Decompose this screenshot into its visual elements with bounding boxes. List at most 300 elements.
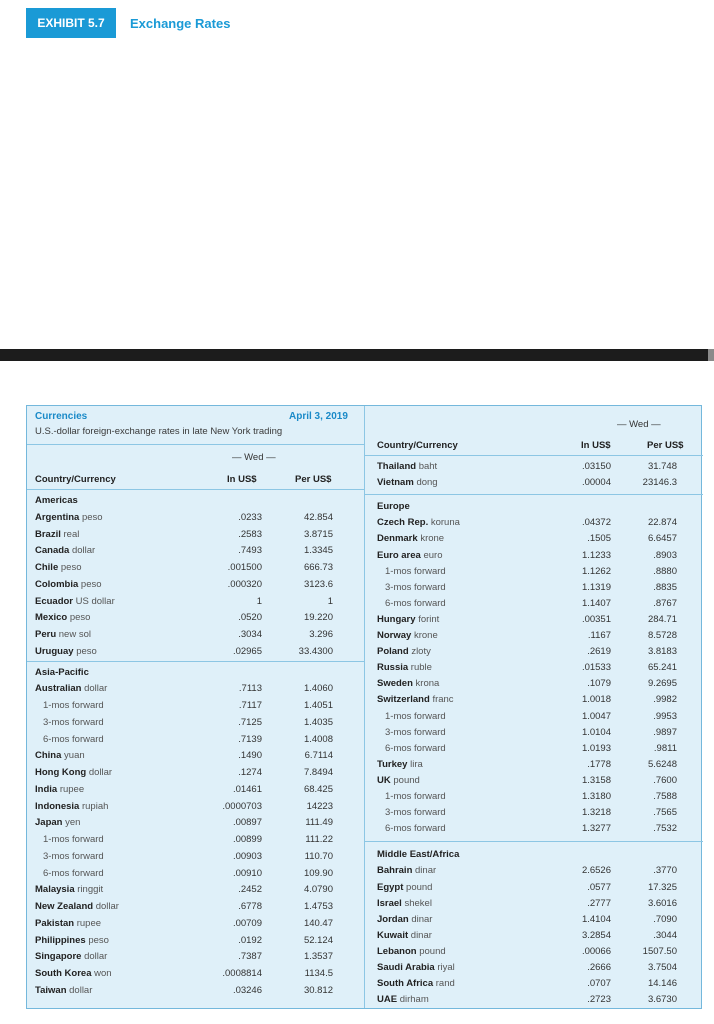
per-usd-value: 3.8183 (647, 646, 677, 658)
country-currency (377, 898, 432, 909)
per-usd-value: .8880 (653, 565, 677, 577)
per-usd-value: 1134.5 (304, 968, 333, 979)
country-name: Brazil (35, 528, 61, 540)
per-usd-value: 7.8494 (303, 767, 333, 778)
country-name: Switzerland (377, 694, 430, 706)
currency-name: krone (420, 533, 445, 545)
in-usd-value: .2777 (587, 897, 611, 909)
country-name: Malaysia (35, 884, 75, 896)
currency-name: yuan (64, 750, 85, 762)
currency-name: peso (60, 562, 82, 573)
currency-name: dirham (399, 994, 429, 1006)
currency-name: krona (415, 678, 440, 690)
country-currency (35, 646, 97, 657)
column-separator (364, 406, 365, 1008)
currency-name: forint (418, 613, 440, 625)
in-usd-value: 1 (256, 595, 262, 607)
wed-label-right: — Wed — (617, 419, 661, 430)
country-name: Bahrain (377, 865, 413, 877)
in-usd-value: .00910 (232, 867, 262, 879)
country-currency (35, 784, 84, 795)
per-usd-value: 109.90 (303, 867, 333, 879)
country-name: Vietnam (377, 477, 414, 489)
table-subtitle: U.S.-dollar foreign-exchange rates in late New York trading (35, 426, 283, 437)
in-usd-value: .7387 (238, 951, 262, 963)
currency-name: dollar (88, 767, 113, 778)
country-name: Denmark (377, 533, 418, 545)
in-usd-value: .0233 (238, 511, 262, 523)
per-usd-value: 284.71 (647, 613, 677, 625)
currency-name: franc (432, 694, 454, 706)
country-currency (377, 946, 446, 957)
country-name: Hong Kong (35, 767, 87, 778)
in-usd-value: .0707 (587, 978, 611, 990)
per-usd-value: .9953 (653, 710, 677, 722)
currency-name: dollar (95, 901, 119, 912)
region-rule (365, 494, 703, 495)
region-rule (27, 661, 364, 662)
currency-name: euro (423, 549, 443, 561)
per-usd-value: 42.854 (303, 511, 333, 523)
currency-name: dinar (410, 929, 432, 941)
in-usd-value: 1.3218 (581, 807, 611, 819)
country-name: Philippines (35, 934, 86, 946)
country-name: Lebanon (377, 945, 417, 957)
per-usd-value: .3044 (653, 929, 677, 941)
currency-name: rupee (76, 917, 102, 929)
currency-name: zloty (411, 646, 431, 658)
country-name: Singapore (35, 951, 82, 963)
region-heading: Americas (35, 495, 78, 506)
per-usd-value: 14223 (306, 800, 333, 812)
table-title: Currencies (35, 411, 88, 422)
currency-name: 6-mos forward (385, 823, 446, 835)
per-usd-value: .8903 (653, 549, 677, 561)
country-currency (43, 868, 104, 879)
country-currency (35, 596, 115, 607)
per-usd-value: .9982 (653, 694, 677, 706)
currency-name: 6-mos forward (385, 597, 446, 609)
in-usd-value: .0577 (587, 881, 611, 893)
in-usd-value: .00004 (581, 477, 611, 489)
in-usd-value: .7139 (238, 733, 262, 745)
country-name: Colombia (35, 578, 79, 590)
in-usd-value: 1.1319 (581, 581, 611, 593)
country-name: Indonesia (35, 800, 80, 812)
currency-name: dollar (84, 951, 108, 963)
in-usd-value: .03150 (581, 461, 611, 472)
in-usd-value: .001500 (227, 562, 262, 573)
per-usd-value: .7532 (653, 823, 677, 835)
country-currency (377, 994, 429, 1005)
country-currency (43, 851, 104, 862)
in-usd-value: 1.1407 (581, 597, 611, 609)
currency-name: 3-mos forward (385, 726, 446, 738)
country-name: Argentina (35, 511, 80, 523)
currency-name: dollar (71, 545, 96, 557)
country-name: China (35, 750, 62, 762)
country-currency (35, 629, 91, 640)
currency-name: 3-mos forward (43, 850, 104, 862)
country-currency (377, 865, 436, 876)
country-name: Pakistan (35, 917, 75, 929)
country-currency (385, 598, 446, 609)
per-usd-value: 8.5728 (647, 630, 677, 641)
country-name: Canada (35, 545, 70, 557)
country-name: Peru (35, 629, 57, 640)
in-usd-value: .00897 (232, 817, 262, 829)
country-currency (35, 512, 103, 523)
in-usd-value: 1.3180 (581, 791, 611, 802)
currency-name: ringgit (77, 884, 104, 896)
per-usd-value: 5.6248 (647, 758, 677, 770)
exhibit-label: EXHIBIT 5.7 (26, 8, 116, 38)
in-usd-value: .2583 (238, 528, 262, 540)
country-name: Ecuador (35, 595, 74, 607)
country-currency (377, 978, 455, 989)
country-currency (377, 630, 438, 641)
currency-name: real (63, 528, 80, 540)
country-name: Saudi Arabia (377, 962, 435, 973)
currency-name: peso (80, 578, 102, 590)
in-usd-value: .03246 (232, 984, 262, 996)
country-name: Jordan (377, 913, 409, 925)
in-usd-value: .0000703 (222, 800, 262, 812)
in-usd-value: .1079 (587, 678, 611, 690)
currency-name: ruble (410, 662, 432, 674)
per-usd-value: 22.874 (647, 517, 677, 529)
country-currency (377, 477, 438, 488)
in-usd-value: 1.1262 (581, 565, 611, 577)
in-usd-value: .2619 (587, 646, 611, 658)
per-usd-value: 3123.6 (303, 578, 333, 590)
currency-name: shekel (404, 897, 432, 909)
header-rule-left (27, 489, 364, 490)
country-currency (43, 734, 104, 745)
country-currency (377, 882, 432, 893)
per-usd-value: 140.47 (303, 917, 333, 929)
currency-name: 3-mos forward (385, 807, 446, 819)
divider-bar (0, 349, 714, 361)
in-usd-value: .0008814 (222, 968, 262, 979)
country-currency (377, 678, 439, 689)
currency-name: peso (76, 645, 97, 657)
per-usd-value: 65.241 (647, 662, 677, 674)
per-usd-value: 111.49 (305, 817, 333, 829)
in-usd-value: .01533 (581, 662, 611, 674)
in-usd-value: 1.0018 (581, 694, 611, 706)
region-heading: Asia-Pacific (35, 666, 89, 678)
per-usd-value: 666.73 (303, 562, 333, 573)
col-country-header-left: Country/Currency (35, 474, 116, 485)
country-currency (385, 823, 446, 834)
country-currency (35, 817, 80, 828)
country-currency (35, 884, 103, 895)
currency-name: rupee (59, 783, 85, 795)
header-rule-right (365, 455, 703, 456)
in-usd-value: .1167 (587, 630, 611, 641)
currency-name: riyal (437, 962, 455, 973)
in-usd-value: .04372 (581, 517, 611, 529)
currency-name: 1-mos forward (385, 565, 446, 577)
per-usd-value: 14.146 (647, 978, 677, 990)
in-usd-value: 1.3277 (581, 823, 611, 835)
divider-edge (708, 349, 714, 361)
currency-name: peso (69, 612, 91, 624)
country-name: Kuwait (377, 929, 409, 941)
per-usd-value: 31.748 (647, 461, 677, 472)
currency-name: dinar (411, 913, 433, 925)
per-usd-value: .9897 (653, 726, 677, 738)
in-usd-value: .2452 (238, 884, 262, 896)
country-currency (35, 985, 92, 996)
per-usd-value: 52.124 (303, 934, 333, 946)
exhibit-header (26, 8, 230, 38)
per-usd-value: .7090 (653, 913, 677, 925)
country-name: Thailand (377, 461, 417, 472)
table-header (27, 406, 364, 445)
region-rule (365, 841, 703, 842)
country-name: Euro area (377, 549, 421, 561)
in-usd-value: .00903 (232, 850, 262, 862)
in-usd-value: .1778 (587, 758, 611, 770)
per-usd-value: 19.220 (303, 612, 333, 624)
country-currency (377, 914, 432, 925)
in-usd-value: .00899 (232, 834, 262, 845)
per-usd-value: .3770 (653, 865, 677, 877)
currency-name: dollar (84, 683, 108, 695)
country-currency (35, 918, 101, 929)
per-usd-value: .7588 (653, 791, 677, 802)
currency-name: rupiah (81, 800, 109, 812)
country-currency (35, 801, 108, 812)
per-usd-value: 1.4060 (303, 683, 333, 695)
country-currency (35, 579, 102, 590)
in-usd-value: 2.6526 (581, 865, 611, 877)
country-currency (385, 566, 446, 577)
currency-name: dinar (415, 865, 437, 877)
country-currency (377, 461, 437, 472)
country-name: South Korea (35, 968, 92, 979)
currency-name: new sol (58, 629, 91, 640)
per-usd-value: 1.4035 (303, 716, 333, 728)
country-name: Taiwan (35, 984, 67, 996)
in-usd-value: 1.3158 (581, 774, 611, 786)
per-usd-value: 3.7504 (647, 962, 677, 973)
country-name: Czech Rep. (377, 517, 429, 529)
in-usd-value: .0192 (238, 934, 262, 946)
in-usd-value: 1.1233 (581, 549, 611, 561)
currency-name: 1-mos forward (385, 710, 446, 722)
country-currency (35, 612, 90, 623)
currency-name: rand (435, 978, 455, 990)
country-currency (377, 962, 455, 973)
currency-name: 6-mos forward (43, 733, 104, 745)
country-currency (35, 683, 107, 694)
currency-name: 3-mos forward (385, 581, 446, 593)
per-usd-value: 1507.50 (642, 945, 677, 957)
per-usd-value: 6.6457 (647, 533, 677, 545)
country-currency (35, 750, 85, 761)
in-usd-value: .00066 (581, 945, 611, 957)
currency-name: dollar (69, 984, 93, 996)
currency-name: 6-mos forward (43, 867, 104, 879)
currency-name: pound (393, 774, 420, 786)
currency-name: dong (416, 477, 438, 489)
country-name: Turkey (377, 758, 408, 770)
per-usd-value: 1.4051 (303, 700, 333, 711)
in-usd-value: 1.0193 (581, 742, 611, 754)
currency-name: 1-mos forward (385, 791, 446, 802)
country-currency (43, 834, 104, 845)
in-usd-value: 3.2854 (581, 929, 611, 941)
in-usd-value: .01461 (232, 783, 262, 795)
in-usd-value: .7117 (238, 700, 262, 711)
currency-name: krone (413, 630, 438, 641)
per-usd-value: .7565 (653, 807, 677, 819)
per-usd-value: .7600 (653, 774, 677, 786)
country-currency (377, 775, 420, 786)
per-usd-value: 68.425 (303, 783, 333, 795)
country-currency (43, 717, 104, 728)
in-usd-value: .3034 (238, 629, 262, 640)
currency-name: US dollar (75, 595, 115, 607)
currency-name: peso (81, 511, 103, 523)
per-usd-value: 17.325 (647, 881, 677, 893)
country-name: Australian (35, 683, 82, 695)
country-currency (35, 545, 95, 556)
currency-name: koruna (430, 517, 460, 529)
currency-name: 1-mos forward (43, 700, 104, 711)
country-name: UK (377, 774, 391, 786)
per-usd-value: .9811 (653, 742, 677, 754)
country-currency (377, 694, 454, 705)
per-usd-value: 1 (327, 595, 333, 607)
exchange-rate-table (26, 405, 702, 1009)
in-usd-value: .02965 (232, 645, 262, 657)
currency-name: pound (419, 945, 446, 957)
country-currency (377, 533, 444, 544)
per-usd-value: 4.0790 (303, 884, 333, 896)
in-usd-value: .2723 (587, 994, 611, 1006)
in-usd-value: .2666 (587, 962, 611, 973)
in-usd-value: .000320 (227, 578, 262, 590)
per-usd-value: 3.6016 (647, 897, 677, 909)
country-currency (385, 791, 446, 802)
region-heading: Middle East/Africa (377, 849, 460, 861)
country-name: India (35, 783, 58, 795)
country-currency (377, 550, 442, 561)
per-usd-value: 3.296 (309, 629, 333, 640)
country-currency (35, 529, 79, 540)
per-usd-value: 1.3345 (303, 545, 333, 557)
country-currency (377, 662, 432, 673)
in-usd-value: .7493 (238, 545, 262, 557)
country-currency (377, 646, 431, 657)
country-currency (35, 901, 119, 912)
currency-name: 6-mos forward (385, 742, 446, 754)
country-name: Japan (35, 817, 63, 829)
country-currency (385, 807, 446, 818)
per-usd-value: 9.2695 (647, 678, 677, 690)
col-per-usd-header-left: Per US$ (295, 474, 332, 485)
country-currency (35, 968, 112, 979)
in-usd-value: .6778 (238, 901, 262, 912)
per-usd-value: .8835 (653, 581, 677, 593)
col-per-usd-header-right: Per US$ (647, 440, 684, 451)
currency-name: lira (410, 758, 423, 770)
per-usd-value: .8767 (653, 597, 677, 609)
currency-name: pound (406, 881, 433, 893)
in-usd-value: .7125 (238, 716, 262, 728)
per-usd-value: 1.4008 (303, 733, 333, 745)
region-heading: Europe (377, 501, 410, 513)
currency-name: yen (65, 817, 81, 829)
country-currency (35, 767, 112, 778)
country-currency (43, 700, 104, 711)
country-name: Norway (377, 630, 412, 641)
in-usd-value: .00351 (581, 613, 611, 625)
country-name: Sweden (377, 678, 413, 690)
country-name: Chile (35, 562, 59, 573)
in-usd-value: 1.4104 (581, 913, 611, 925)
per-usd-value: 3.8715 (303, 528, 333, 540)
col-in-usd-header-left: In US$ (227, 474, 257, 485)
per-usd-value: 23146.3 (642, 477, 677, 489)
country-currency (385, 711, 446, 722)
in-usd-value: 1.0104 (581, 726, 611, 738)
per-usd-value: 110.70 (304, 850, 333, 862)
in-usd-value: .1505 (587, 533, 611, 545)
exhibit-title: Exchange Rates (130, 15, 231, 31)
country-currency (35, 562, 81, 573)
country-currency (377, 759, 423, 770)
country-name: Russia (377, 662, 409, 674)
per-usd-value: 1.4753 (303, 901, 333, 912)
currency-name: 1-mos forward (43, 834, 104, 845)
currency-name: baht (418, 461, 438, 472)
country-name: South Africa (377, 978, 434, 990)
per-usd-value: 3.6730 (647, 994, 677, 1006)
in-usd-value: 1.0047 (581, 710, 611, 722)
country-currency (377, 930, 432, 941)
in-usd-value: .1274 (238, 767, 262, 778)
country-name: Mexico (35, 612, 68, 624)
country-name: Israel (377, 897, 402, 909)
per-usd-value: 1.3537 (303, 951, 333, 963)
country-currency (377, 517, 460, 528)
col-country-header-right: Country/Currency (377, 440, 458, 451)
country-name: Egypt (377, 881, 404, 893)
country-name: Poland (377, 646, 409, 658)
in-usd-value: .7113 (238, 683, 262, 695)
currency-name: 3-mos forward (43, 716, 104, 728)
table-date: April 3, 2019 (289, 411, 348, 422)
in-usd-value: .00709 (232, 917, 262, 929)
country-currency (385, 727, 446, 738)
country-currency (35, 951, 107, 962)
country-name: Uruguay (35, 645, 74, 657)
per-usd-value: 33.4300 (298, 645, 333, 657)
country-currency (385, 582, 446, 593)
country-name: Hungary (377, 613, 416, 625)
in-usd-value: .1490 (238, 750, 262, 762)
in-usd-value: .0520 (238, 612, 262, 624)
currency-name: won (94, 968, 112, 979)
country-name: New Zealand (35, 901, 94, 912)
per-usd-value: 111.22 (305, 834, 333, 845)
country-currency (385, 743, 446, 754)
